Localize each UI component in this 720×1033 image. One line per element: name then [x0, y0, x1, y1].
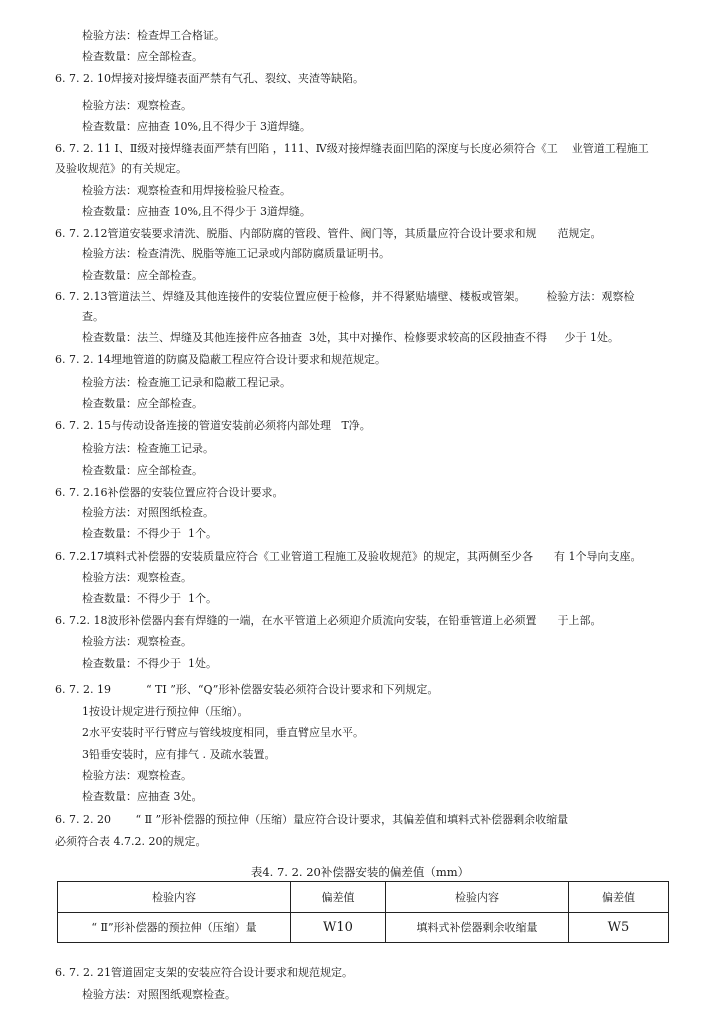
body-text-line: 检验方法：观察检查和用焊接检验尺检查。 [82, 184, 291, 197]
body-text-line: 检验方法：检查施工记录。 [82, 442, 214, 455]
clause-line: 6. 7. 2. 21管道固定支架的安装应符合设计要求和规范规定。 [55, 966, 353, 979]
table-header-cell: 检验内容 [386, 882, 569, 913]
clause-line: 6. 7.2.17填料式补偿器的安装质量应符合《工业管道工程施工及验收规范》的规定，其两侧至少各 有 1个导向支座。 [55, 550, 642, 563]
body-text-line: 检验方法：观察检查。 [82, 571, 192, 584]
body-text-line: 检查数量：应抽查 10%,且不得少于 3道焊缝。 [82, 120, 311, 133]
body-text-line: 3铅垂安装时，应有排气 . 及疏水装置。 [82, 748, 276, 761]
body-text-line: 检验方法：检查清洗、脱脂等施工记录或内部防腐质量证明书。 [82, 247, 390, 260]
body-text-line: 检验方法：观察检查。 [82, 99, 192, 112]
body-text-line: 检查数量：应全部检查。 [82, 269, 203, 282]
body-text-line: 检验方法：对照图纸观察检查。 [82, 988, 236, 1001]
body-text-line: 检验方法：检查焊工合格证。 [82, 29, 225, 42]
body-text-line: 检验方法：观察检查。 [82, 635, 192, 648]
body-text-line: 检查数量：应抽查 10%,且不得少于 3道焊缝。 [82, 205, 311, 218]
body-text-line: 检验方法：检查施工记录和隐蔽工程记录。 [82, 376, 291, 389]
body-text-line: 查。 [82, 310, 104, 323]
body-text-line: 2水平安装时平行臂应与管线坡度相同，垂直臂应呈水平。 [82, 726, 364, 739]
body-text-line: 检查数量：应全部检查。 [82, 464, 203, 477]
clause-line: 6. 7. 2.16补偿器的安装位置应符合设计要求。 [55, 486, 284, 499]
table-cell: 填料式补偿器剩余收缩量 [386, 912, 569, 943]
clause-line: 6. 7. 2.12管道安装要求清洗、脱脂、内部防腐的管段、管件、阀门等，其质量应符合设计要求和规 范规定。 [55, 227, 602, 240]
clause-line: 6. 7. 2. 15与传动设备连接的管道安装前必须将内部处理 T净。 [55, 419, 371, 432]
table-caption: 表4. 7. 2. 20补偿器安装的偏差值（mm） [250, 865, 470, 879]
body-text-line: 检查数量：法兰、焊缝及其他连接件应各抽查 3处，其中对操作、检修要求较高的区段抽查不得 少于 1处。 [82, 331, 619, 344]
table-header-cell: 偏差值 [291, 882, 386, 913]
clause-line: 6. 7. 2. 20 “ Ⅱ ”形补偿器的预拉伸（压缩）量应符合设计要求，其偏差值和填料式补偿器剩余收缩量 [55, 813, 569, 826]
clause-line: 6. 7. 2.13管道法兰、焊缝及其他连接件的安装位置应便于检修，并不得紧贴墙壁、楼板或管架。 检验方法：观察检 [55, 290, 635, 303]
clause-line: 6. 7. 2. 11 I、Ⅱ级对接焊缝表面严禁有凹陷 ，111、Ⅳ级对接焊缝表面凹陷的深度与长度必须符合《工 业管道工程施工 [55, 142, 649, 155]
clause-line: 6. 7.2. 18波形补偿器内套有焊缝的一端，在水平管道上必须迎介质流向安装，在铅垂管道上必须置 于上部。 [55, 614, 602, 627]
clause-line: 必须符合表 4.7.2. 20的规定。 [55, 835, 207, 848]
body-text-line: 1按设计规定进行预拉伸（压缩）。 [82, 705, 249, 718]
body-text-line: 检查数量：不得少于 1个。 [82, 592, 217, 605]
clause-line: 及验收规范》的有关规定。 [55, 162, 187, 175]
table-header-cell: 偏差值 [569, 882, 669, 913]
table-header-row [58, 882, 669, 913]
body-text-line: 检查数量：不得少于 1处。 [82, 657, 217, 670]
body-text-line: 检验方法：对照图纸检查。 [82, 506, 214, 519]
clause-line: 6. 7. 2. 19 “ TI ”形、“Q”形补偿器安装必须符合设计要求和下列规定。 [55, 683, 439, 696]
table-cell: W5 [569, 912, 669, 943]
body-text-line: 检查数量：应全部检查。 [82, 397, 203, 410]
body-text-line: 检验方法：观察检查。 [82, 769, 192, 782]
table-cell: W10 [291, 912, 386, 943]
body-text-line: 检查数量：应抽查 3处。 [82, 790, 203, 803]
table-header-cell: 检验内容 [58, 882, 291, 913]
deviation-table [57, 881, 669, 943]
table-cell: “ Ⅱ”形补偿器的预拉伸（压缩）量 [58, 912, 291, 943]
clause-line: 6. 7. 2. 10焊接对接焊缝表面严禁有气孔、裂纹、夹渣等缺陷。 [55, 72, 364, 85]
body-text-line: 检查数量：不得少于 1个。 [82, 527, 217, 540]
body-text-line: 检查数量：应全部检查。 [82, 50, 203, 63]
table-row [58, 912, 669, 943]
clause-line: 6. 7. 2. 14埋地管道的防腐及隐蔽工程应符合设计要求和规范规定。 [55, 353, 386, 366]
